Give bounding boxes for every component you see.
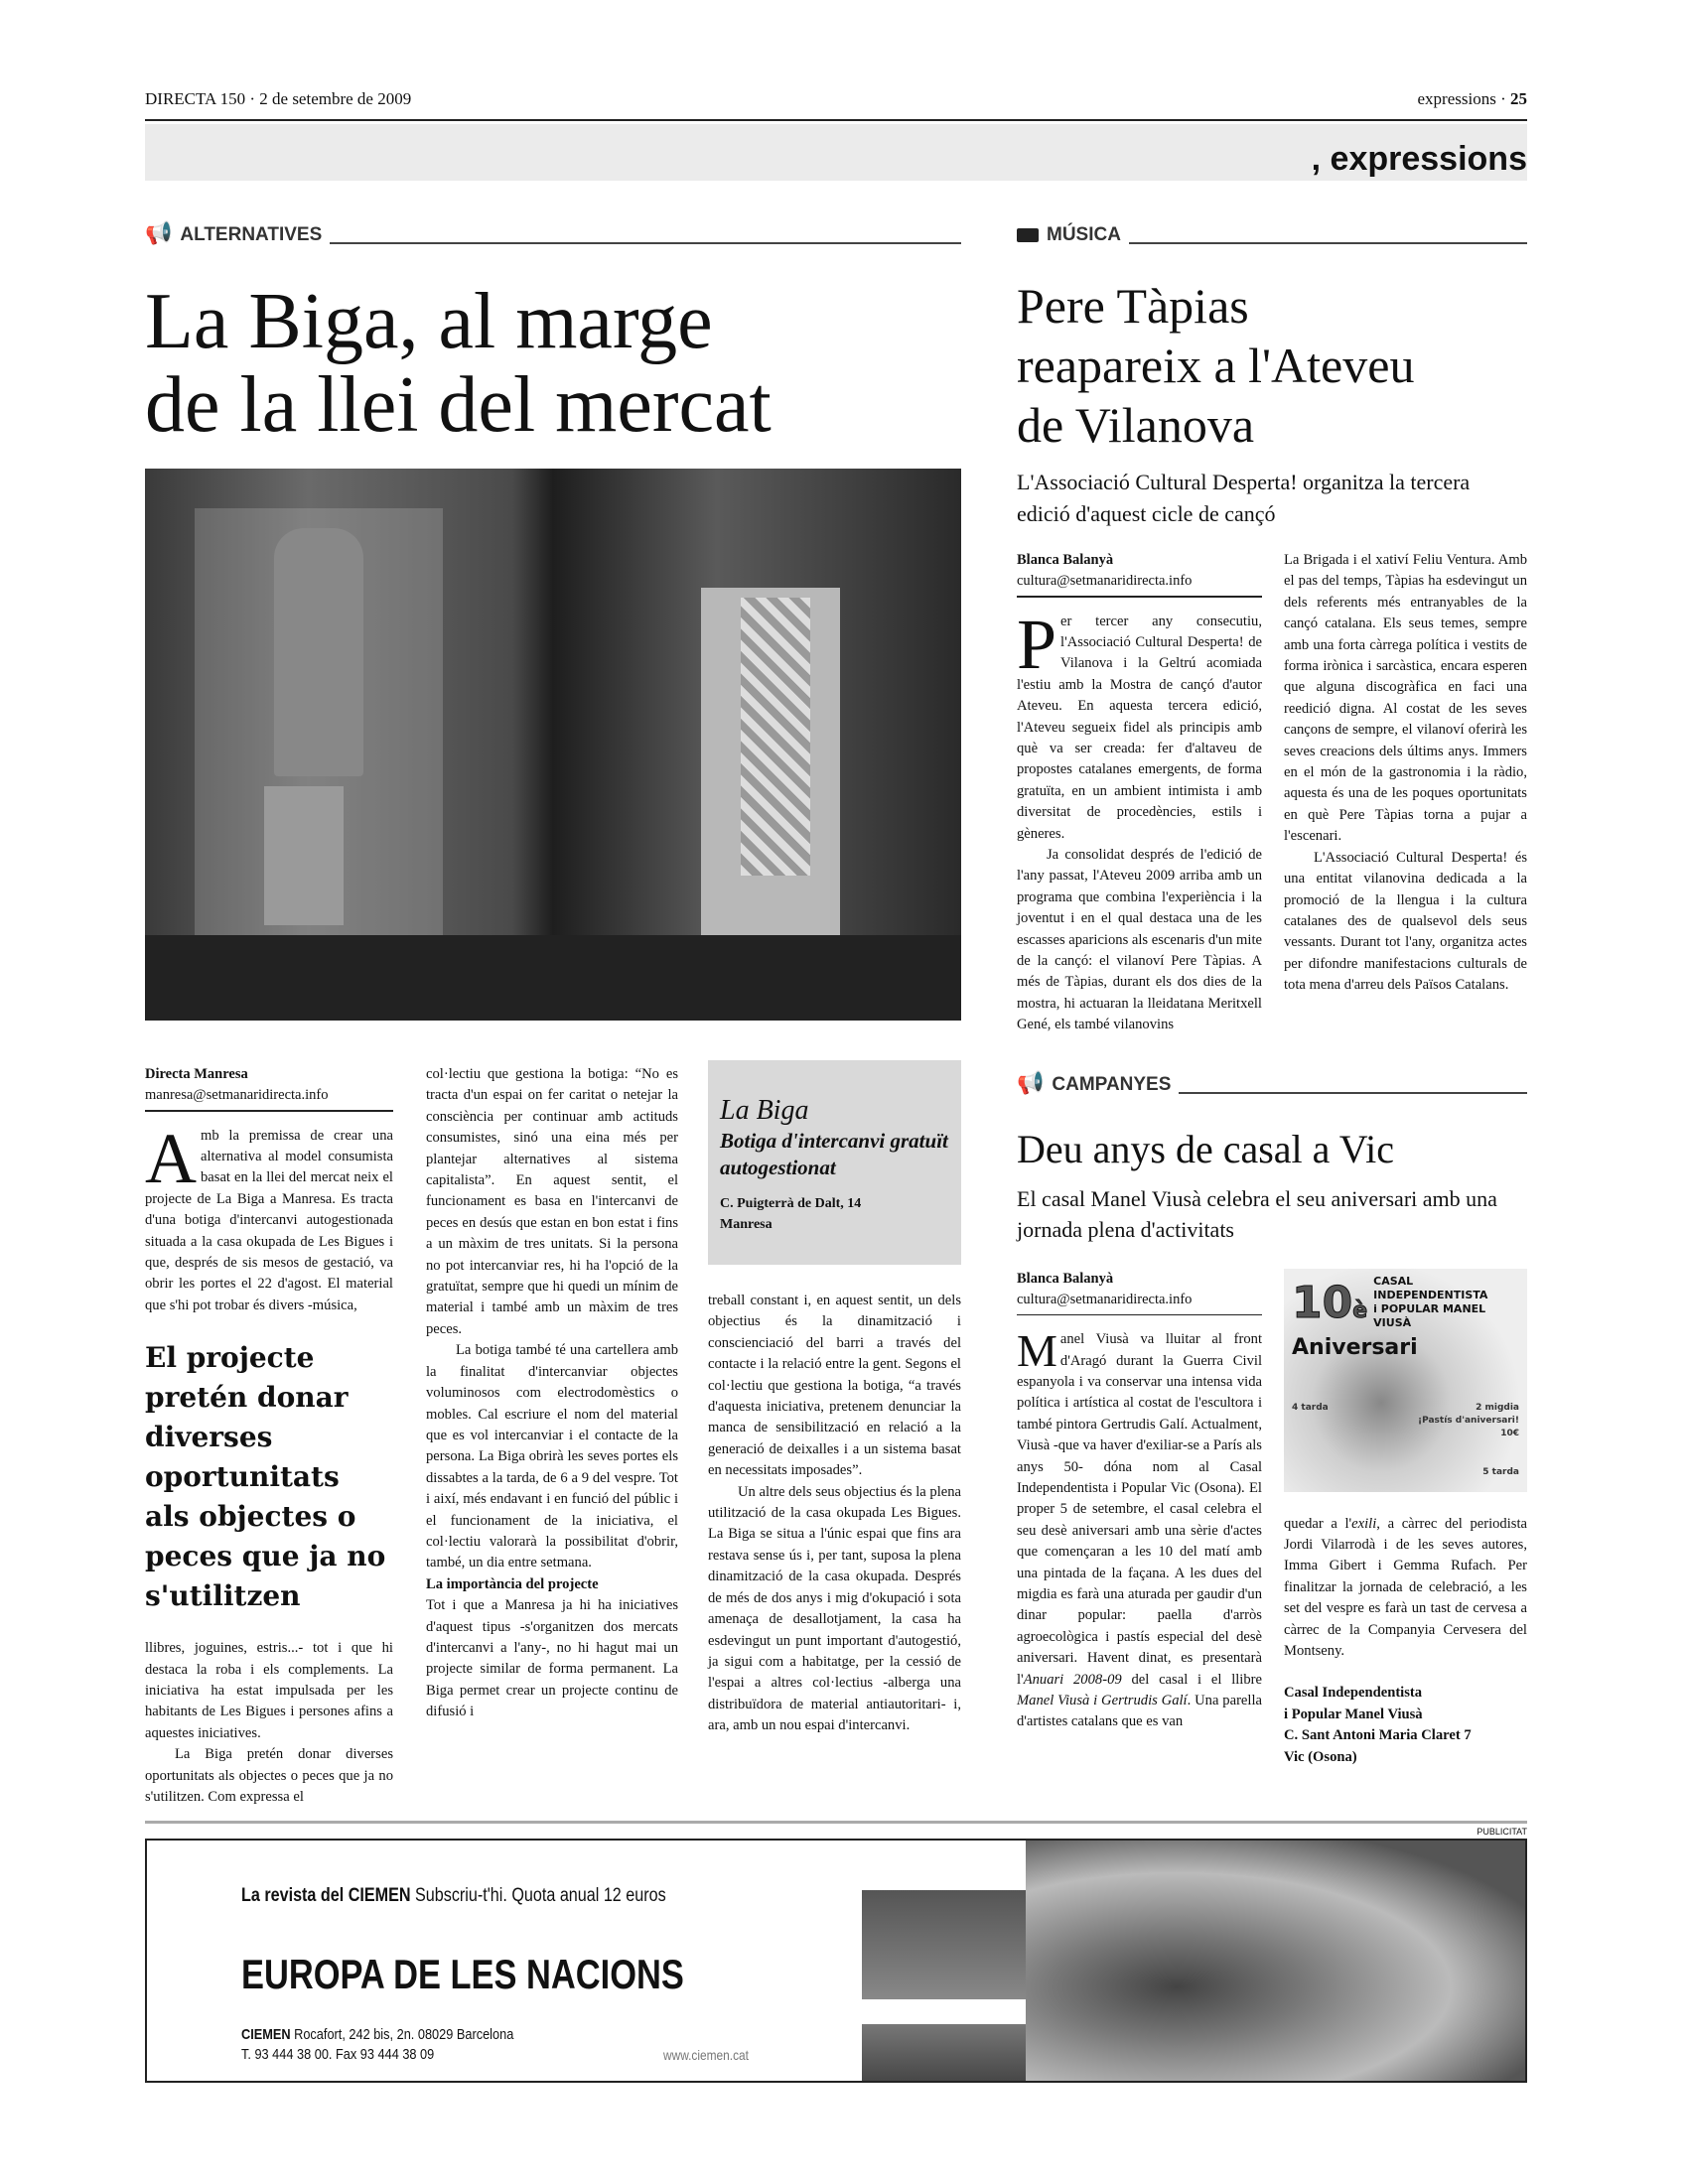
headline-line: de la llei del mercat: [145, 361, 772, 449]
column-1-continued: [145, 1638, 393, 1808]
header-rule: [145, 119, 1527, 121]
ad-address: Rocafort, 242 bis, 2n. 08029 Barcelona: [290, 2026, 514, 2043]
poster-org: CASAL INDEPENDENTISTA: [1373, 1274, 1488, 1301]
address-line: i Popular Manel Viusà: [1284, 1706, 1423, 1722]
poster-item: 10€: [1500, 1428, 1519, 1438]
issue-info: DIRECTA 150 · 2 de setembre de 2009: [145, 89, 412, 108]
author-email[interactable]: manresa@setmanaridirecta.info: [145, 1087, 329, 1103]
info-box-title: La Biga: [720, 1095, 809, 1126]
column-1-body: [1017, 604, 1262, 1036]
author-name: Blanca Balanyà: [1017, 1270, 1114, 1287]
section-rule: [1129, 242, 1527, 244]
lede: L'Associació Cultural Desperta! organitza la tercera edició d'aquest cicle de cançó: [1017, 470, 1471, 526]
info-box: [708, 1060, 961, 1265]
byline: [145, 1064, 393, 1106]
byline: [1017, 550, 1262, 592]
column-3: [708, 1291, 961, 1737]
section-label: MÚSICA: [1047, 224, 1121, 245]
ciemen-advertisement[interactable]: [145, 1839, 1527, 2083]
column-1-body: [1017, 1325, 1262, 1733]
paragraph: llibres, joguines, estris...- tot i que hi destaca la roba i els complements. La iniciativa ha estat impulsada per les habitants de Les Bigues i persones afins a aquestes iniciatives.: [145, 1640, 393, 1741]
paragraph: Tot i que a Manresa ja hi ha iniciatives d'aquest tipus -s'organitzen dos mercats d'intercanvi a l'any-, no hi hagut mai un projecte similar de forma permanent. La Biga permet crear un projecte continu de difusió i: [426, 1597, 678, 1720]
paragraph: col·lectiu que gestiona la botiga: “No es tracta d'un espai on fer caritat o netejar la consciència per continuar amb actituds consumistes, sinó una eina més per plantejar alternatives al sistema capitalista”. En aquest sentit, el funcionament es basa en l'intercanvi de peces en desús que estan en bon estat i fins a un màxim de tres unitats. Si la persona no pot intercanviar res, hi ha l'opció de la gratuïtat, sempre que hi quedi un mínim de material i també amb un màxim de tres peces.: [426, 1066, 678, 1337]
poster-item: 2 migdia: [1476, 1402, 1519, 1413]
paragraph: Ja consolidat després de l'edició de l'any passat, l'Ateveu 2009 arriba amb un programa que combina l'experiència i la joventut i en el qual destaca una de les escasses aparicions als escenaris d'un mite de la cançó: el vilanoví Pere Tàpias. A més de Tàpias, durant els dos dies de la mostra, hi actuaran la lleidatana Meritxell Gené, els també vilanovins: [1017, 846, 1262, 1033]
ad-website[interactable]: www.ciemen.cat: [663, 2047, 749, 2063]
text: exili: [1351, 1515, 1377, 1532]
right-column: [1017, 220, 1527, 1768]
ad-label: PUBLICITAT: [1477, 1827, 1527, 1837]
headline-line: de Vilanova: [1017, 397, 1255, 453]
byline: [1017, 1269, 1262, 1310]
column-2-stack: [1284, 1269, 1527, 1768]
byline-rule: [1017, 1314, 1262, 1316]
byline-rule: [145, 1110, 393, 1112]
author-email[interactable]: cultura@setmanaridirecta.info: [1017, 573, 1193, 589]
headline: [1017, 276, 1527, 455]
ad-children-photo: [1026, 1841, 1527, 2083]
address-line: Casal Independentista: [1284, 1685, 1423, 1702]
radio-icon: [1017, 228, 1039, 242]
subheading: La importància del projecte: [426, 1575, 599, 1592]
paragraph: L'Associació Cultural Desperta! és una entitat vilanovina dedicada a la promoció de la llengua i la cultura catalanes des de qualsevol dels seus vessants. Durant tot l'any, organitza actes per difondre manifestacions culturals de tota mena d'arreu dels Països Catalans.: [1284, 849, 1527, 994]
pull-quote: El projecte pretén donar diverses oportunitats als objectes o peces que ja no s'utilitzen: [145, 1341, 386, 1613]
paragraph: La Brigada i el xativí Feliu Ventura. Amb el pas del temps, Tàpias ha esdevingut un dels referents més entranyables de la cançó catalana. Els seus temes, sempre amb una forta càrrega política i vestits de forma irònica i sarcàstica, encara esperen que alguna discogràfica en faci una reedició digna. Al costat de les seves cançons de sempre, el vilanoví oferirà les seves creacions dels últims anys. Immers en el món de la gastronomia i la ràdio, aquesta és una de les poques oportunitats en què Pere Tàpias torna a pujar a l'escenari.: [1284, 552, 1527, 845]
text: del casal i el llibre: [1121, 1671, 1262, 1688]
column-3-stack: [708, 1060, 961, 1737]
text: anel Viusà va lluitar al front d'Aragó durant la Guerra Civil espanyola i va conservar una intensa vida política i artística al costat de l'escultora i també pintora Gertrudis Galí. Actualment, Viusà -que va haver d'exiliar-se a París als anys 50- dóna nom al Casal Independentista i Popular Vic (Osona). El proper 5 de setembre, el casal celebra el seu desè aniversari amb una sèrie d'actes que començaran a les 10 del matí amb una pintada de la façana. A les dues del migdia es farà una aturada per gaudir d'un dinar popular: paella d'arròs agroecològica i pastís especial del desè aniversari. Havent dinat, es presentarà l': [1017, 1331, 1262, 1688]
anniversary-poster: [1284, 1269, 1527, 1492]
section-rule: [330, 242, 961, 244]
section-name: expressions ·: [1417, 89, 1510, 108]
ad-tagline: Subscriu-t'hi. Quota anual 12 euros: [410, 1885, 666, 1906]
info-box-address: C. Puigterrà de Dalt, 14: [720, 1196, 862, 1211]
column-2: [1284, 550, 1527, 1036]
section-header: [1017, 1070, 1527, 1096]
paragraph: Un altre dels seus objectius és la plena utilització de la casa okupada Les Bigues. La Biga se situa a l'únic espai que fins ara restava sense ús i, per tant, suposa la plena dinamització de la casa okupada. Després de més de dos anys i mig d'okupació i sota amenaça de desallotjament, la casa ha esdevingut un punt important d'autogestió, ja sigui com a habitatge, per la cessió de l'espai a altres col·lectius -alberga una distribuïdora de material antiautoritari- i, ara, amb un nou espai d'intercanvi.: [708, 1483, 961, 1734]
info-box-subtitle: Botiga d'intercanvi gratuït autogestionat: [720, 1129, 948, 1179]
book-title: Anuari 2008-09: [1023, 1671, 1122, 1688]
poster-org: i POPULAR MANEL VIUSÀ: [1373, 1301, 1486, 1329]
page-number: 25: [1510, 89, 1527, 108]
megaphone-icon: 📢: [145, 220, 173, 245]
drop-cap: P: [1017, 604, 1057, 684]
music-columns: [1017, 550, 1527, 1036]
section-header: [1017, 220, 1527, 246]
headline-line: La Biga, al marge: [145, 278, 713, 365]
author-name: Blanca Balanyà: [1017, 552, 1114, 568]
section-label: CAMPANYES: [1052, 1073, 1172, 1095]
ad-separator: [145, 1821, 1527, 1824]
section-header: [145, 220, 961, 246]
text: quedar a l': [1284, 1515, 1352, 1532]
paragraph: La Biga pretén donar diverses oportunitats als objectes o peces que ja no s'utilitzen. Com expressa el: [145, 1746, 393, 1805]
paragraph: treball constant i, en aquest sentit, un dels objectius és la dinamització i conscienciació del barri a través del contacte i la relació entre la gent. Segons el col·lectiu que gestiona la botiga, “a través d'aquesta iniciativa, pretenem denunciar la manca de sensibilització en relació a la generació de deixalles i a un sistema basat en necessitats imposades”.: [708, 1293, 961, 1479]
page-section-number: [1418, 89, 1527, 109]
shop-photo: [145, 469, 961, 1021]
address-block: [1284, 1683, 1527, 1768]
headline-line: Pere Tàpias: [1017, 278, 1249, 334]
address-line: C. Sant Antoni Maria Claret 7: [1284, 1727, 1472, 1744]
lede: El casal Manel Viusà celebra el seu aniversari amb una jornada plena d'activitats: [1017, 1185, 1497, 1242]
headline: [145, 280, 961, 447]
headline-line: reapareix a l'Ateveu: [1017, 338, 1415, 393]
left-article-top: [145, 220, 961, 447]
section-rule: [1179, 1092, 1527, 1094]
poster-item: 5 tarda: [1482, 1466, 1519, 1477]
drop-cap: M: [1017, 1325, 1057, 1377]
column-2: [1284, 1514, 1527, 1768]
band-title: , expressions: [1311, 140, 1527, 178]
column-1: [1017, 550, 1262, 1036]
poster-number: 10: [1292, 1277, 1353, 1328]
book-title: Manel Viusà i Gertrudis Galí: [1017, 1693, 1188, 1709]
vic-columns: [1017, 1269, 1527, 1768]
ad-brand: La revista del CIEMEN: [241, 1885, 411, 1906]
megaphone-icon: 📢: [1017, 1069, 1045, 1095]
paragraph: La botiga també té una cartellera amb la finalitat d'intercanviar objectes voluminosos com electrodomèstics o mobles. Cal escriure el nom del material que es vol intercanviar i el contacte de la persona. La Biga obrirà les seves portes els dissabtes a la tarda, de 6 a 9 del vespre. Tot i així, més endavant i en funció del públic i el funcionament de la iniciativa, el col·lectiu valorarà la possibilitat d'obrir, també, un dia entre setmana.: [426, 1342, 678, 1571]
headline: Deu anys de casal a Vic: [1017, 1126, 1395, 1171]
poster-suffix: è: [1352, 1297, 1368, 1323]
section-label: ALTERNATIVES: [180, 224, 323, 245]
column-1-body: [145, 1118, 393, 1317]
ad-brand: CIEMEN: [241, 2026, 291, 2043]
info-box-city: Manresa: [720, 1217, 773, 1232]
paragraph: er tercer any consecutiu, l'Associació Cultural Desperta! de Vilanova i la Geltrú acomiada l'estiu amb la Mostra de cançó d'autor Ateveu. En aquesta tercera edició, l'Ateveu segueix fidel als principis amb què va ser creada: fer d'altaveu de propostes catalanes emergents, de forma gratuïta, en un ambient intimista i amb diversitat de procedències, estils i gèneres.: [1017, 613, 1262, 842]
ad-title: EUROPA DE LES NACIONS: [241, 1951, 684, 1997]
address-line: Vic (Osona): [1284, 1748, 1357, 1765]
text: . Una parella d'artistes catalans que es van: [1017, 1693, 1262, 1730]
paragraph: mb la premissa de crear una alternativa al model consumista basat en la llei del mercat neix el projecte de La Biga a Manresa. Es tracta d'una botiga d'intercanvi autogestionada situada a la casa okupada de Les Bigues i que, després de sis mesos de gestació, va obrir les portes el 22 d'agost. El material que s'hi pot trobar és divers -música,: [145, 1127, 393, 1313]
poster-item: ¡Pastís d'aniversari!: [1418, 1415, 1519, 1426]
author-email[interactable]: cultura@setmanaridirecta.info: [1017, 1291, 1193, 1307]
column-1: [145, 1064, 393, 1808]
poster-title: Aniversari: [1292, 1334, 1418, 1360]
text: , a càrrec del periodista Jordi Vilarrodà i de les seves autores, Imma Gibert i Gemma Rufach. Per finalitzar la jornada de celebració, a les set del vespre es farà un tast de cervesa a càrrec de la Companyia Cervesera del Montseny.: [1284, 1515, 1527, 1660]
ad-phone: T. 93 444 38 00. Fax 93 444 38 09: [241, 2046, 435, 2063]
author-name: Directa Manresa: [145, 1066, 248, 1082]
column-1: [1017, 1269, 1262, 1768]
column-2: [426, 1064, 678, 1723]
drop-cap: A: [145, 1118, 197, 1198]
poster-item: 4 tarda: [1292, 1402, 1329, 1413]
byline-rule: [1017, 596, 1262, 598]
